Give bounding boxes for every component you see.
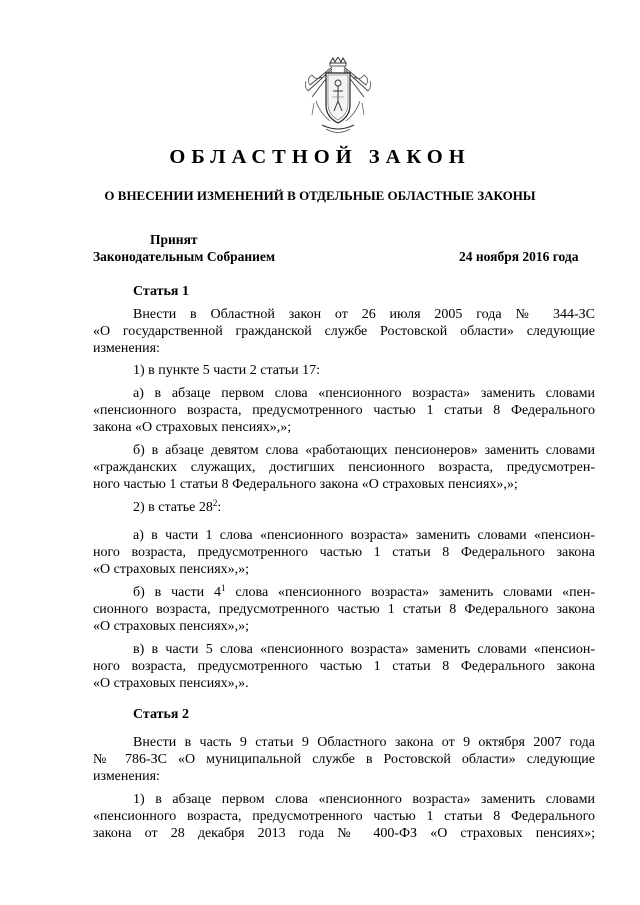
text-line bbox=[93, 584, 595, 601]
article-1-item-1a bbox=[93, 385, 595, 436]
article-1-item-2a bbox=[93, 527, 595, 578]
text-line: ного возраста, предусмотренного частью 1 статьи 8 Федерального закона bbox=[93, 545, 595, 560]
article-1-heading: Статья 1 bbox=[133, 284, 189, 299]
text-line: б) в абзаце девятом слова «работающих пенсионеров» заменить словами bbox=[133, 443, 595, 458]
article-2-heading: Статья 2 bbox=[133, 707, 189, 722]
article-1-item-2c bbox=[93, 641, 595, 692]
text-line: ного частью 1 статьи 8 Федерального закона «О страховых пенсиях»,»; bbox=[93, 477, 518, 492]
text-line: Внести в Областной закон от 26 июля 2005 года № 344-ЗС bbox=[133, 307, 595, 322]
item-2-text: 2) в статье 28 bbox=[133, 500, 213, 515]
article-1-item-1 bbox=[93, 362, 595, 379]
text-line: а) в части 1 слова «пенсионного возраста» заменить словами «пенсион- bbox=[133, 528, 595, 543]
article-1-item-1b bbox=[93, 442, 595, 493]
text-line: 1) в абзаце первом слова «пенсионного возраста» заменить словами bbox=[133, 792, 595, 807]
text-line: ного возраста, предусмотренного частью 1 статьи 8 Федерального закона bbox=[93, 659, 595, 674]
text-line: а) в абзаце первом слова «пенсионного возраста» заменить словами bbox=[133, 386, 595, 401]
superscript: 1 bbox=[221, 583, 226, 593]
item-2b-head: б) в части 4 bbox=[133, 585, 221, 600]
text-line: «О страховых пенсиях»,»; bbox=[93, 562, 250, 577]
text-line: сионного возраста, предусмотренного частью 1 статьи 8 Федерального закона bbox=[93, 602, 595, 617]
adopted-label: Принят bbox=[150, 232, 198, 247]
article-2-item-1 bbox=[93, 791, 595, 842]
article-1-item-2 bbox=[93, 499, 595, 516]
coat-of-arms-emblem bbox=[302, 57, 374, 137]
text-line: «гражданских служащих, достигших пенсионного возраста, предусмотрен- bbox=[93, 460, 595, 475]
item-2b-rest: слова «пенсионного возраста» заменить словами «пен- bbox=[225, 585, 595, 600]
article-1-paragraph-1 bbox=[93, 306, 595, 357]
item-2-tail: : bbox=[217, 500, 222, 515]
text-line: Внести в часть 9 статьи 9 Областного закона от 9 октября 2007 года bbox=[133, 735, 595, 750]
text-line: № 786-ЗС «О муниципальной службе в Ростовской области» следующие bbox=[93, 752, 595, 767]
text-line: в) в части 5 слова «пенсионного возраста» заменить словами «пенсион- bbox=[133, 642, 595, 657]
text-line: изменения: bbox=[93, 769, 160, 784]
text-line: 1) в пункте 5 части 2 статьи 17: bbox=[133, 363, 321, 378]
document-title: ОБЛАСТНОЙ ЗАКОН bbox=[169, 146, 471, 168]
text-line: «пенсионного возраста, предусмотренного частью 1 статьи 8 Федерального bbox=[93, 403, 595, 418]
text-line bbox=[93, 499, 595, 516]
text-line: «О государственной гражданской службе Ростовской области» следующие bbox=[93, 324, 595, 339]
text-line: «пенсионного возраста, предусмотренного частью 1 статьи 8 Федерального bbox=[93, 809, 595, 824]
adoption-date: 24 ноября 2016 года bbox=[459, 249, 579, 264]
adopted-by-label: Законодательным Собранием bbox=[93, 249, 276, 264]
superscript: 2 bbox=[212, 498, 218, 508]
text-line: закона от 28 декабря 2013 года № 400-ФЗ «О страховых пенсиях»; bbox=[93, 826, 595, 841]
document-subtitle: О ВНЕСЕНИИ ИЗМЕНЕНИЙ В ОТДЕЛЬНЫЕ ОБЛАСТНЫЕ ЗАКОНЫ bbox=[104, 188, 536, 203]
text-line: «О страховых пенсиях»,»; bbox=[93, 619, 250, 634]
text-line: закона «О страховых пенсиях»,»; bbox=[93, 420, 292, 435]
article-2-paragraph-1 bbox=[93, 734, 595, 785]
text-line: изменения: bbox=[93, 341, 160, 356]
text-line: «О страховых пенсиях»,». bbox=[93, 676, 249, 691]
article-1-item-2b bbox=[93, 584, 595, 635]
